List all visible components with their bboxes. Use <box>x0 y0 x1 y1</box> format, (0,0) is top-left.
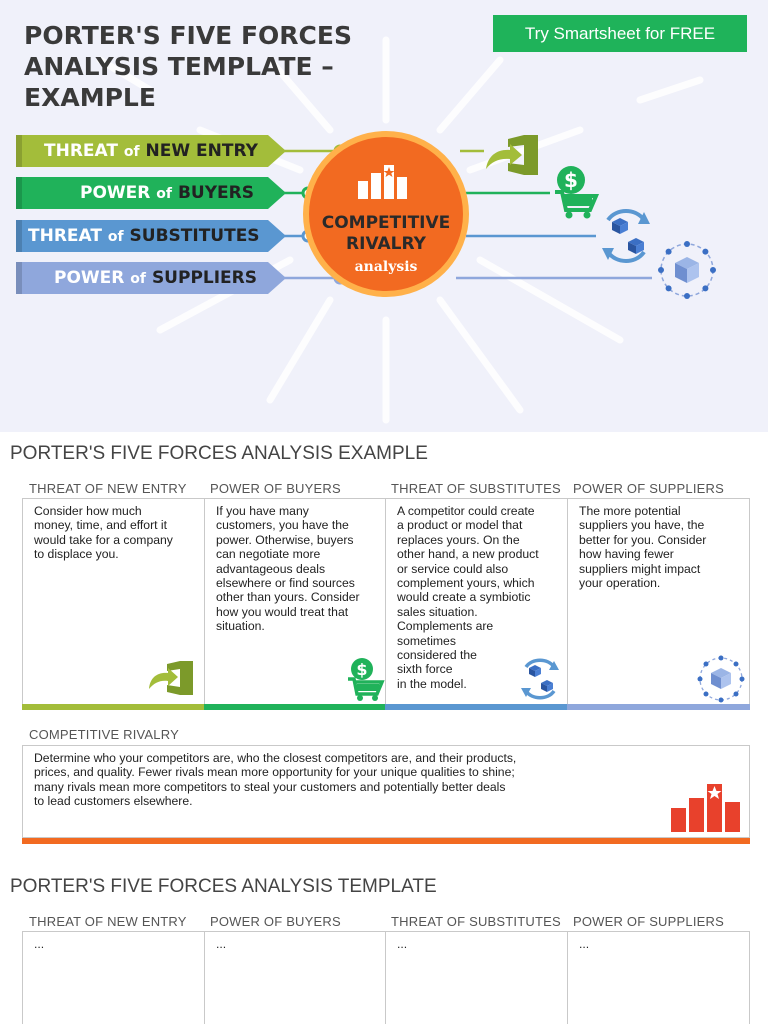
column-header: POWER OF BUYERS <box>210 914 341 929</box>
try-smartsheet-button[interactable]: Try Smartsheet for FREE <box>493 15 747 52</box>
example-forces-table <box>22 498 750 705</box>
example-cell-new-entry <box>23 499 205 704</box>
template-section-title: PORTER'S FIVE FORCES ANALYSIS TEMPLATE <box>10 876 437 897</box>
cell-text: Determine who your competitors are, who the closest competitors are, and their products, prices, and quality. Fewer rivals mean more opportunity for your unique qualities to shine; many rivals mean more competitors to steal your customers and potentially better deals to lead customers elsewhere. <box>34 751 517 809</box>
cell-text: ... <box>397 937 408 951</box>
cell-text: The more potential suppliers you have, the better for you. Consider how having fewer suppliers might impact your operation. <box>579 504 707 591</box>
shopping-cart-icon <box>552 164 600 220</box>
hero-banner <box>0 0 768 432</box>
color-bar-suppliers <box>567 704 750 710</box>
force-label-of: of <box>156 186 173 202</box>
force-label-word: POWER <box>54 268 125 288</box>
supplier-network-icon <box>696 654 746 704</box>
rivalry-title: COMPETITIVE RIVALRY <box>321 213 451 254</box>
template-cell-new-entry[interactable] <box>23 932 205 1024</box>
template-cell-suppliers[interactable] <box>568 932 750 1024</box>
color-bar-substitutes <box>385 704 567 710</box>
force-label-word: SUPPLIERS <box>151 268 258 288</box>
bar-chart-star-icon <box>669 780 745 834</box>
force-label-word: BUYERS <box>177 183 254 203</box>
force-label-word: NEW ENTRY <box>145 141 258 161</box>
exchange-cubes-icon <box>598 206 654 266</box>
template-cell-buyers[interactable] <box>205 932 386 1024</box>
color-bar-new-entry <box>22 704 204 710</box>
column-header: COMPETITIVE RIVALRY <box>29 727 179 742</box>
force-label-word: THREAT <box>44 141 118 161</box>
force-label <box>54 262 257 294</box>
column-header: THREAT OF NEW ENTRY <box>29 914 187 929</box>
color-bar-buyers <box>204 704 385 710</box>
svg-text:$: $ <box>564 168 578 192</box>
entry-arrow-icon <box>484 133 544 181</box>
example-cell-suppliers <box>568 499 750 704</box>
force-label-of: of <box>107 229 124 245</box>
force-label-of: of <box>123 144 140 160</box>
exchange-cubes-icon <box>518 656 564 702</box>
example-cell-substitutes <box>386 499 568 704</box>
column-header: THREAT OF NEW ENTRY <box>29 481 187 496</box>
force-label <box>80 177 254 209</box>
shopping-cart-icon <box>346 656 386 702</box>
cell-text: Consider how much money, time, and effort it would take for a company to displace you. <box>34 504 173 562</box>
column-header: POWER OF BUYERS <box>210 481 341 496</box>
cell-text: A competitor could create a product or model that replaces yours. On the other hand, a new product or service could also complement yours, which would create a symbiotic sales situation. Complements are sometimes considered the sixth force in the model. <box>397 504 539 691</box>
column-header: THREAT OF SUBSTITUTES <box>391 481 561 496</box>
force-label-word: THREAT <box>28 226 102 246</box>
example-cell-buyers <box>205 499 386 704</box>
force-label-word: SUBSTITUTES <box>129 226 260 246</box>
example-section-title: PORTER'S FIVE FORCES ANALYSIS EXAMPLE <box>10 443 428 464</box>
competitive-rivalry-circle <box>303 131 469 297</box>
template-cell-substitutes[interactable] <box>386 932 568 1024</box>
supplier-network-icon <box>656 239 718 301</box>
color-bar-rivalry <box>22 838 750 844</box>
rivalry-subtitle: analysis <box>354 259 418 275</box>
cell-text: If you have many customers, you have the power. Otherwise, buyers can negotiate more advantageous deals elsewhere or find sources other than yours. Consider how you would treat that situation. <box>216 504 360 634</box>
force-label <box>28 220 260 252</box>
cell-text: ... <box>34 937 45 951</box>
svg-text:$: $ <box>356 660 368 679</box>
example-rivalry-box <box>22 745 750 838</box>
force-label <box>44 135 258 167</box>
column-header: THREAT OF SUBSTITUTES <box>391 914 561 929</box>
template-forces-table <box>22 931 750 1024</box>
page-title: PORTER'S FIVE FORCES ANALYSIS TEMPLATE – EXAMPLE <box>24 21 352 112</box>
force-label-of: of <box>130 271 147 287</box>
column-header: POWER OF SUPPLIERS <box>573 481 724 496</box>
force-label-word: POWER <box>80 183 151 203</box>
column-header: POWER OF SUPPLIERS <box>573 914 724 929</box>
bar-chart-star-icon <box>356 161 416 201</box>
entry-arrow-icon <box>147 659 197 699</box>
cell-text: ... <box>579 937 590 951</box>
cell-text: ... <box>216 937 227 951</box>
